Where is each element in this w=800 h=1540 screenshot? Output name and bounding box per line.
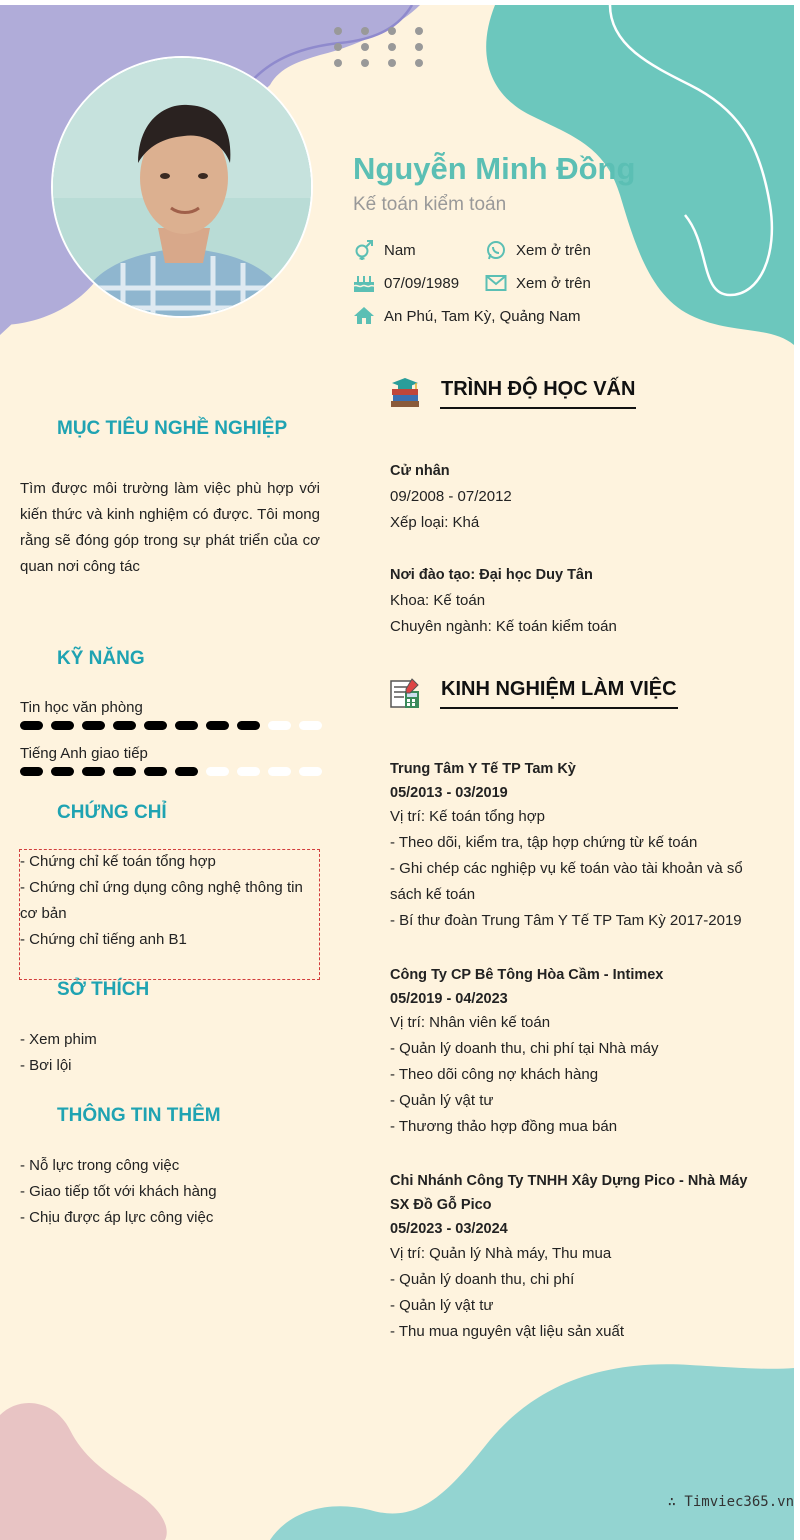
home-icon [353, 306, 375, 326]
hobbies-title: SỞ THÍCH [57, 979, 150, 1000]
list-item: - Chứng chỉ tiếng anh B1 [20, 931, 187, 948]
education-header [390, 377, 636, 409]
whatsapp-icon [485, 240, 507, 260]
list-item: - Giao tiếp tốt với khách hàng [20, 1183, 217, 1200]
gender-value: Nam [384, 241, 416, 259]
skill-dash [237, 721, 260, 730]
education-school: Nơi đào tạo: Đại học Duy Tân [390, 567, 593, 583]
list-item: - Nỗ lực trong công việc [20, 1157, 180, 1174]
job-position: Vị trí: Quản lý Nhà máy, Thu mua [390, 1245, 612, 1262]
birthday-cake-icon [353, 273, 375, 293]
skill-dash [175, 767, 198, 776]
education-faculty: Khoa: Kế toán [390, 592, 486, 609]
decor-dots [330, 25, 430, 75]
experience-header [390, 677, 678, 709]
job-duty: - Theo dõi công nợ khách hàng [390, 1066, 599, 1083]
job-duty: - Ghi chép các nghiệp vụ kế toán vào tài khoản và sổ sách kế toán [390, 860, 743, 903]
job-period: 05/2023 - 03/2024 [390, 1221, 508, 1237]
skill-name: Tiếng Anh giao tiếp [20, 745, 148, 762]
job-period: 05/2019 - 04/2023 [390, 991, 508, 1007]
job-company: Công Ty CP Bê Tông Hòa Cầm - Intimex [390, 967, 664, 983]
education-grade: Xếp loại: Khá [390, 514, 480, 531]
list-item: - Chứng chỉ kế toán tổng hợp [20, 853, 216, 870]
skill-dash [237, 767, 260, 776]
decor-blob-bottom-left [0, 1395, 180, 1540]
skill-dash [82, 767, 105, 776]
info-email [485, 273, 591, 293]
objective-text: Tìm được môi trường làm việc phù hợp với kiến thức và kinh nghiệm có được. Tôi mong rằng sẽ đóng góp trong sự phát triển của cơ quan nơi công tác [20, 480, 320, 575]
skill-dash [20, 767, 43, 776]
skill-dash [268, 721, 291, 730]
certificates-list [20, 849, 320, 953]
skills-title: KỸ NĂNG [57, 648, 145, 669]
education-major: Chuyên ngành: Kế toán kiểm toán [390, 618, 617, 635]
envelope-icon [485, 273, 507, 293]
job-entry [390, 756, 770, 934]
info-address [353, 306, 581, 326]
skill-level-bar [20, 767, 320, 778]
certificates-title: CHỨNG CHỈ [57, 802, 167, 823]
job-duty: - Thu mua nguyên vật liệu sản xuất [390, 1323, 625, 1340]
skill-dash [20, 721, 43, 730]
job-position: Vị trí: Kế toán tổng hợp [390, 808, 545, 825]
skill-dash [113, 767, 136, 776]
job-duty: - Thương thảo hợp đồng mua bán [390, 1118, 618, 1135]
list-item: - Xem phim [20, 1031, 97, 1048]
phone-value: Xem ở trên [516, 241, 591, 259]
skill-name: Tin học văn phòng [20, 699, 143, 716]
info-gender [353, 240, 416, 260]
birthday-value: 07/09/1989 [384, 274, 460, 292]
job-period: 05/2013 - 03/2019 [390, 785, 508, 801]
hobbies-list [20, 1027, 320, 1079]
skill-dash [299, 767, 322, 776]
job-duty: - Quản lý vật tư [390, 1092, 494, 1109]
job-title: Kế toán kiểm toán [353, 194, 507, 215]
education-title: TRÌNH ĐỘ HỌC VẤN [440, 378, 636, 409]
cv-paper [0, 5, 794, 1540]
skill-dash [82, 721, 105, 730]
skill-dash [206, 721, 229, 730]
skill-dash [51, 767, 74, 776]
watermark-label: ∴ Timviec365.vn [667, 1494, 794, 1510]
profile-photo [51, 56, 313, 318]
job-duty: - Theo dõi, kiểm tra, tập hợp chứng từ kế toán [390, 834, 698, 851]
list-item: - Bơi lội [20, 1057, 72, 1074]
skill-dash [268, 767, 291, 776]
additional-info-title: THÔNG TIN THÊM [57, 1105, 221, 1126]
additional-info-list [20, 1153, 320, 1231]
job-position: Vị trí: Nhân viên kế toán [390, 1014, 551, 1031]
experience-title: KINH NGHIỆM LÀM VIỆC [440, 678, 678, 709]
job-duty: - Quản lý doanh thu, chi phí tại Nhà máy [390, 1040, 659, 1057]
education-block [390, 458, 770, 640]
job-duty: - Quản lý vật tư [390, 1297, 494, 1314]
decor-blob-bottom-right [270, 1360, 794, 1540]
info-phone [485, 240, 591, 260]
skill-dash [51, 721, 74, 730]
gender-icon [353, 240, 375, 260]
education-period: 09/2008 - 07/2012 [390, 488, 512, 505]
skill-dash [113, 721, 136, 730]
email-value: Xem ở trên [516, 274, 591, 292]
job-company: Trung Tâm Y Tế TP Tam Kỳ [390, 761, 576, 777]
list-item: - Chịu được áp lực công việc [20, 1209, 214, 1226]
accounting-icon [390, 677, 420, 709]
skill-level-bar [20, 721, 320, 732]
candidate-name: Nguyễn Minh Đồng [353, 151, 636, 186]
job-company: Chi Nhánh Công Ty TNHH Xây Dựng Pico - Nhà Máy SX Đồ Gỗ Pico [390, 1173, 748, 1213]
skill-dash [144, 721, 167, 730]
list-item: - Chứng chỉ ứng dụng công nghệ thông tin cơ bản [20, 879, 303, 922]
skill-dash [175, 721, 198, 730]
skill-dash [299, 721, 322, 730]
skill-dash [206, 767, 229, 776]
job-entry [390, 962, 770, 1140]
job-duty: - Quản lý doanh thu, chi phí [390, 1271, 575, 1288]
job-duty: - Bí thư đoàn Trung Tâm Y Tế TP Tam Kỳ 2017-2019 [390, 912, 742, 929]
address-value: An Phú, Tam Kỳ, Quảng Nam [384, 307, 581, 325]
education-degree: Cử nhân [390, 463, 450, 479]
skill-dash [144, 767, 167, 776]
info-birthday [353, 273, 459, 293]
objective-title: MỤC TIÊU NGHỀ NGHIỆP [57, 418, 288, 439]
job-entry [390, 1169, 765, 1345]
books-graduation-icon [390, 377, 420, 409]
